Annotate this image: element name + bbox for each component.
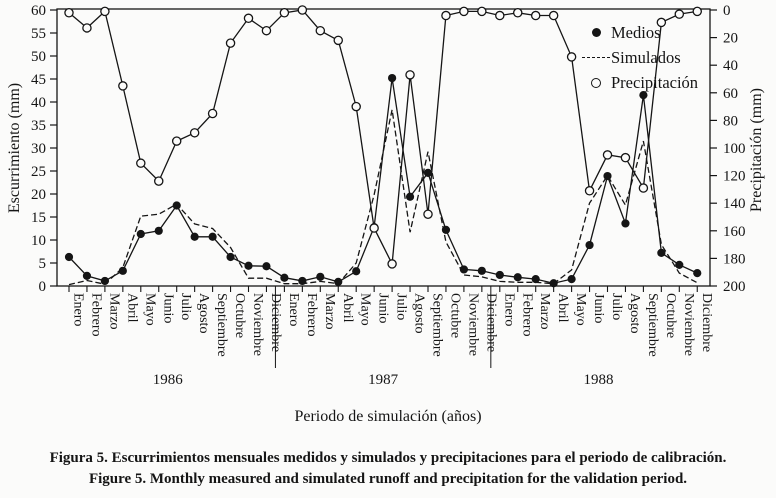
month-tick-label: Septiembre bbox=[214, 293, 230, 357]
month-tick-label: Junio bbox=[375, 293, 391, 324]
left-tick-label: 55 bbox=[31, 26, 46, 42]
medios-point bbox=[155, 227, 163, 235]
precipitacion-point bbox=[496, 11, 504, 19]
month-tick-label: Septiembre bbox=[644, 293, 660, 357]
medios-point bbox=[209, 233, 217, 241]
medios-point bbox=[496, 271, 504, 279]
figure-caption bbox=[0, 448, 776, 490]
medios-point bbox=[532, 275, 540, 283]
medios-point bbox=[657, 249, 665, 257]
legend-label: Medios bbox=[611, 22, 661, 42]
precipitacion-point bbox=[603, 151, 611, 159]
precipitacion-point bbox=[388, 260, 396, 268]
month-tick-label: Febrero bbox=[519, 293, 535, 337]
right-tick-label: 140 bbox=[723, 196, 746, 213]
month-tick-label: Diciembre bbox=[698, 293, 714, 353]
left-tick-label: 35 bbox=[31, 118, 46, 134]
precipitacion-point bbox=[370, 224, 378, 232]
precipitacion-point bbox=[101, 7, 109, 15]
medios-point bbox=[334, 278, 342, 286]
left-tick-label: 25 bbox=[31, 164, 46, 180]
x-axis bbox=[69, 286, 714, 357]
medios-point bbox=[675, 261, 683, 269]
medios-point bbox=[388, 74, 396, 82]
precipitacion-point bbox=[298, 6, 306, 14]
month-tick-label: Enero bbox=[501, 293, 517, 327]
month-tick-label: Mayo bbox=[142, 293, 158, 326]
medios-point bbox=[693, 269, 701, 277]
right-tick-label: 0 bbox=[723, 3, 731, 19]
medios-point bbox=[316, 273, 324, 281]
month-tick-label: Diciembre bbox=[267, 293, 283, 353]
left-tick-label: 60 bbox=[31, 3, 46, 19]
medios-point bbox=[137, 230, 145, 238]
month-tick-label: Agosto bbox=[196, 293, 212, 334]
right-tick-label: 80 bbox=[723, 113, 738, 130]
right-tick-label: 40 bbox=[723, 58, 738, 75]
month-tick-label: Noviembre bbox=[465, 293, 481, 356]
medios-point bbox=[173, 201, 181, 209]
precipitacion-point bbox=[460, 7, 468, 15]
month-tick-label: Julio bbox=[609, 293, 624, 321]
month-tick-label: Marzo bbox=[106, 293, 122, 330]
month-tick-label: Octubre bbox=[662, 293, 678, 339]
month-tick-label: Agosto bbox=[626, 293, 642, 334]
legend-label: Simulados bbox=[611, 47, 681, 67]
left-tick-label: 45 bbox=[31, 72, 46, 88]
medios-point bbox=[514, 273, 522, 281]
year-label: 1987 bbox=[368, 372, 399, 388]
right-tick-label: 180 bbox=[723, 251, 746, 268]
x-axis-title: Periodo de simulación (años) bbox=[294, 408, 482, 425]
right-tick-label: 160 bbox=[723, 223, 746, 240]
left-axis bbox=[31, 3, 57, 295]
filled-circle-icon bbox=[581, 28, 611, 37]
right-tick-label: 60 bbox=[723, 85, 738, 102]
precipitacion-point bbox=[65, 9, 73, 17]
medios-point bbox=[101, 277, 109, 285]
legend-item-simulados bbox=[581, 45, 698, 70]
precipitacion-point bbox=[693, 7, 701, 15]
medios-point bbox=[585, 241, 593, 249]
right-tick-label: 200 bbox=[723, 279, 746, 295]
legend-label: Precipitación bbox=[611, 72, 699, 92]
month-tick-label: Noviembre bbox=[680, 293, 696, 356]
precipitacion-point bbox=[442, 11, 450, 19]
right-axis bbox=[710, 3, 746, 295]
precipitacion-point bbox=[209, 109, 217, 117]
chart-legend bbox=[581, 20, 698, 95]
precipitacion-point bbox=[568, 53, 576, 61]
month-tick-label: Mayo bbox=[357, 293, 373, 326]
month-tick-label: Febrero bbox=[303, 293, 319, 337]
year-label: 1986 bbox=[152, 372, 183, 388]
medios-point bbox=[568, 275, 576, 283]
right-axis-title: Precipitación (mm) bbox=[748, 88, 765, 212]
precipitacion-point bbox=[550, 11, 558, 19]
left-tick-label: 5 bbox=[38, 256, 46, 272]
precipitacion-point bbox=[352, 103, 360, 111]
left-tick-label: 15 bbox=[31, 210, 46, 226]
medios-point bbox=[83, 272, 91, 280]
month-tick-label: Marzo bbox=[537, 293, 553, 330]
medios-point bbox=[621, 219, 629, 227]
left-tick-label: 0 bbox=[38, 279, 46, 295]
precipitacion-point bbox=[119, 82, 127, 90]
month-tick-label: Octubre bbox=[232, 293, 248, 339]
medios-point bbox=[262, 262, 270, 270]
precipitacion-point bbox=[226, 39, 234, 47]
medios-point bbox=[478, 267, 486, 275]
medios-point bbox=[226, 253, 234, 261]
month-tick-label: Abril bbox=[339, 293, 355, 323]
medios-point bbox=[603, 172, 611, 180]
precipitacion-point bbox=[316, 27, 324, 35]
medios-point bbox=[460, 265, 468, 273]
medios-point bbox=[280, 274, 288, 282]
medios-point bbox=[442, 226, 450, 234]
left-tick-label: 30 bbox=[31, 141, 46, 157]
month-tick-label: Septiembre bbox=[429, 293, 445, 357]
left-tick-label: 40 bbox=[31, 95, 46, 111]
medios-point bbox=[298, 277, 306, 285]
medios-point bbox=[406, 193, 414, 201]
left-axis-title: Escurrimiento (mm) bbox=[6, 82, 23, 214]
right-tick-label: 100 bbox=[723, 141, 746, 157]
year-label: 1988 bbox=[583, 372, 614, 388]
precipitacion-point bbox=[137, 159, 145, 167]
caption-english: Figure 5. Monthly measured and simulated runoff and precipitation for the validation period. bbox=[88, 471, 688, 487]
precipitacion-point bbox=[83, 24, 91, 32]
precipitacion-point bbox=[280, 9, 288, 17]
precipitacion-point bbox=[244, 14, 252, 22]
right-tick-label: 20 bbox=[723, 30, 738, 47]
right-tick-label: 120 bbox=[723, 168, 746, 185]
open-circle-icon bbox=[581, 78, 611, 88]
precipitacion-point bbox=[478, 7, 486, 15]
month-tick-label: Octubre bbox=[447, 293, 463, 339]
precipitacion-point bbox=[173, 137, 181, 145]
month-tick-label: Junio bbox=[160, 293, 176, 324]
dashed-line-icon bbox=[581, 57, 611, 58]
precipitacion-point bbox=[532, 11, 540, 19]
precipitacion-point bbox=[675, 10, 683, 18]
precipitacion-point bbox=[262, 27, 270, 35]
precipitacion-point bbox=[406, 71, 414, 79]
medios-point bbox=[352, 267, 360, 275]
month-tick-label: Julio bbox=[393, 293, 409, 321]
month-tick-label: Febrero bbox=[88, 293, 104, 337]
medios-point bbox=[65, 253, 73, 261]
left-tick-label: 10 bbox=[31, 233, 46, 249]
month-tick-label: Abril bbox=[555, 293, 571, 323]
medios-point bbox=[550, 279, 558, 287]
month-tick-label: Noviembre bbox=[250, 293, 265, 356]
month-tick-label: Enero bbox=[70, 293, 86, 327]
legend-item-precipitacion bbox=[581, 70, 698, 95]
medios-point bbox=[119, 267, 127, 275]
caption-spanish: Figura 5. Escurrimientos mensuales medidos y simulados y precipitaciones para el periodo de calibración. bbox=[49, 450, 727, 466]
month-tick-label: Diciembre bbox=[483, 293, 499, 353]
month-tick-label: Enero bbox=[285, 293, 301, 327]
precipitacion-point bbox=[424, 210, 432, 218]
precipitacion-point bbox=[621, 154, 629, 162]
series-simulados bbox=[69, 110, 697, 285]
legend-item-medios bbox=[581, 20, 698, 45]
precipitacion-point bbox=[191, 129, 199, 137]
left-tick-label: 50 bbox=[31, 49, 46, 65]
precipitacion-point bbox=[155, 177, 163, 185]
medios-point bbox=[244, 262, 252, 270]
month-tick-label: Mayo bbox=[573, 293, 589, 326]
precipitacion-point bbox=[514, 9, 522, 17]
month-tick-label: Agosto bbox=[411, 293, 427, 334]
precipitacion-point bbox=[334, 36, 342, 44]
precipitacion-point bbox=[639, 184, 647, 192]
left-tick-label: 20 bbox=[31, 187, 46, 203]
month-tick-label: Julio bbox=[178, 293, 194, 321]
precipitacion-point bbox=[585, 187, 593, 195]
medios-point bbox=[191, 233, 199, 241]
month-tick-label: Abril bbox=[124, 293, 140, 323]
month-tick-label: Marzo bbox=[321, 293, 337, 330]
simulados-line bbox=[69, 110, 697, 285]
month-tick-label: Junio bbox=[591, 293, 607, 324]
